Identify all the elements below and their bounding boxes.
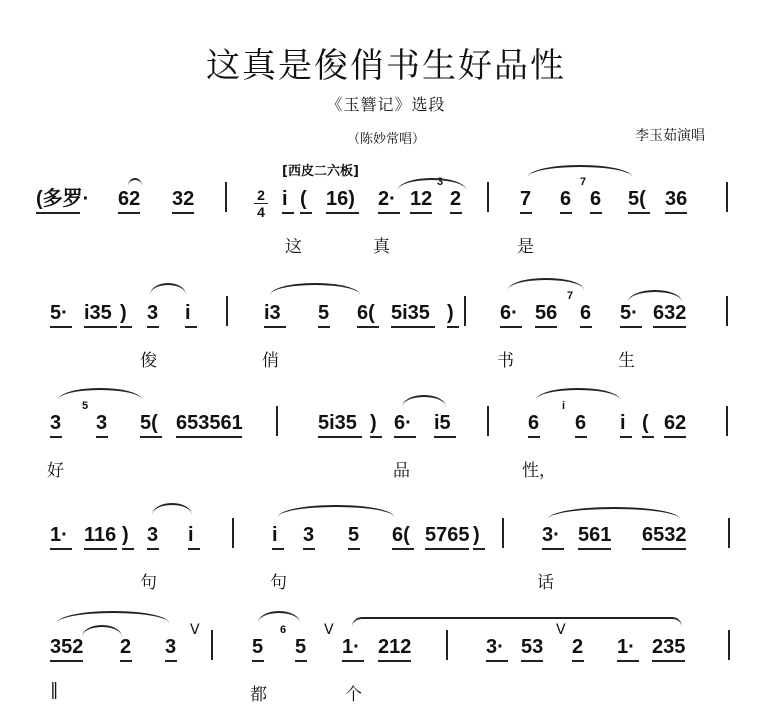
- note-group: 36: [665, 188, 688, 210]
- performer-credit: 李玉茹演唱: [635, 128, 705, 144]
- duration-underline: [590, 212, 602, 214]
- barline: [232, 518, 234, 548]
- note-group: ): [120, 302, 127, 324]
- note-group: 53: [521, 636, 544, 658]
- note-group: (: [642, 412, 649, 434]
- note-group: i: [185, 302, 191, 324]
- slur: [548, 507, 680, 519]
- note-group: 32: [172, 188, 195, 210]
- note-group: 6: [528, 412, 540, 434]
- note-group: 632: [653, 302, 687, 324]
- barline: [728, 518, 730, 548]
- note-group: 212: [378, 636, 412, 658]
- note-group: 2: [572, 636, 584, 658]
- note-group: 6(: [392, 524, 410, 546]
- barline: [211, 630, 213, 660]
- lyric: 俏: [262, 351, 279, 371]
- note-group: 56: [535, 302, 558, 324]
- duration-underline: [642, 548, 686, 550]
- barline: [726, 182, 728, 212]
- duration-underline: [392, 548, 414, 550]
- note-group: ): [122, 524, 129, 546]
- lyric: 都: [250, 685, 267, 705]
- note-group: 6: [590, 188, 602, 210]
- note-group: i35: [84, 302, 112, 324]
- duration-underline: [394, 436, 416, 438]
- time-signature-bottom: 4: [257, 204, 265, 220]
- note-group: 3·: [486, 636, 504, 658]
- note-group: i: [272, 524, 278, 546]
- duration-underline: [664, 436, 686, 438]
- note-group: i5: [434, 412, 451, 434]
- slur: [528, 165, 632, 177]
- note-group: i: [282, 188, 288, 210]
- duration-underline: [560, 212, 572, 214]
- barline: [276, 406, 278, 436]
- duration-underline: [378, 660, 411, 662]
- duration-underline: [434, 436, 456, 438]
- note-group: (多罗·: [36, 188, 90, 210]
- duration-underline: [326, 212, 359, 214]
- duration-underline: [535, 326, 557, 328]
- note-group: 5: [295, 636, 307, 658]
- duration-underline: [425, 548, 469, 550]
- duration-underline: [642, 436, 654, 438]
- note-group: 3: [147, 302, 159, 324]
- duration-underline: [520, 212, 532, 214]
- note-group: 3: [165, 636, 177, 658]
- note-group: 653561: [176, 412, 243, 434]
- lyric: 书: [497, 351, 514, 371]
- breath-mark-icon: V: [190, 622, 200, 638]
- time-signature-top: 2: [257, 187, 265, 203]
- lyric: 品: [393, 461, 410, 481]
- duration-underline: [50, 548, 72, 550]
- barline: [487, 182, 489, 212]
- duration-underline: [652, 660, 685, 662]
- duration-underline: [572, 660, 584, 662]
- lyric: 真: [373, 237, 390, 257]
- duration-underline: [295, 660, 307, 662]
- barline: [726, 296, 728, 326]
- grace-note: i: [562, 400, 566, 412]
- duration-underline: [176, 436, 242, 438]
- note-group: 1·: [617, 636, 635, 658]
- barline: [464, 296, 466, 326]
- note-group: 6: [575, 412, 587, 434]
- duration-underline: [521, 660, 543, 662]
- note-group: 3: [147, 524, 159, 546]
- note-group: 6(: [357, 302, 375, 324]
- grace-note: 6: [280, 624, 287, 636]
- slur: [278, 505, 394, 517]
- duration-underline: [185, 326, 197, 328]
- note-group: i: [188, 524, 194, 546]
- grace-note: 3: [437, 176, 444, 188]
- note-group: i: [620, 412, 626, 434]
- lyric: ‖: [50, 680, 59, 700]
- note-group: 116: [84, 524, 117, 546]
- note-group: 12: [410, 188, 433, 210]
- note-group: 5765: [425, 524, 470, 546]
- note-group: 2: [120, 636, 132, 658]
- duration-underline: [84, 326, 117, 328]
- original-singer: （陈妙常唱）: [346, 132, 425, 147]
- barline: [226, 296, 228, 326]
- duration-underline: [122, 548, 134, 550]
- lyric: 是: [517, 237, 534, 257]
- note-group: i3: [264, 302, 281, 324]
- note-group: 6: [560, 188, 572, 210]
- duration-underline: [172, 212, 194, 214]
- barline: [726, 406, 728, 436]
- duration-underline: [665, 212, 687, 214]
- slur: [398, 178, 466, 190]
- barline: [487, 406, 489, 436]
- duration-underline: [450, 212, 462, 214]
- note-group: 6·: [394, 412, 412, 434]
- slur: [258, 611, 300, 623]
- note-group: ): [447, 302, 454, 324]
- slur: [270, 283, 360, 295]
- duration-underline: [318, 436, 362, 438]
- note-group: 3: [50, 412, 62, 434]
- slur: [57, 611, 169, 623]
- duration-underline: [282, 212, 294, 214]
- duration-underline: [447, 326, 459, 328]
- note-group: 6532: [642, 524, 687, 546]
- note-group: 235: [652, 636, 686, 658]
- slur: [628, 290, 682, 302]
- note-group: 3: [303, 524, 315, 546]
- barline: [502, 518, 504, 548]
- duration-underline: [348, 548, 360, 550]
- duration-underline: [272, 548, 284, 550]
- grace-note: 7: [580, 176, 587, 188]
- duration-underline: [252, 660, 264, 662]
- duration-underline: [370, 436, 382, 438]
- lyric: 性，: [522, 461, 556, 481]
- duration-underline: [50, 436, 62, 438]
- page-title: 这真是俊俏书生好品性: [206, 46, 566, 86]
- note-group: 6·: [500, 302, 518, 324]
- slur: [352, 617, 682, 627]
- slur: [150, 283, 186, 295]
- lyric: 个: [345, 685, 362, 705]
- duration-underline: [500, 326, 522, 328]
- duration-underline: [410, 212, 432, 214]
- note-group: 5i35: [318, 412, 357, 434]
- duration-underline: [318, 326, 330, 328]
- note-group: 5: [318, 302, 330, 324]
- subtitle: 《玉簪记》选段: [326, 95, 446, 114]
- note-group: 1·: [342, 636, 360, 658]
- duration-underline: [188, 548, 200, 550]
- lyric: 俊: [140, 351, 157, 371]
- barline: [225, 182, 227, 212]
- note-group: (: [300, 188, 307, 210]
- duration-underline: [528, 436, 540, 438]
- duration-underline: [578, 548, 611, 550]
- note-group: 2: [450, 188, 462, 210]
- duration-underline: [628, 212, 650, 214]
- note-group: 561: [578, 524, 612, 546]
- fermata-icon: [128, 178, 142, 186]
- duration-underline: [357, 326, 379, 328]
- note-group: 62: [664, 412, 687, 434]
- slur: [508, 278, 584, 290]
- duration-underline: [50, 660, 83, 662]
- duration-underline: [165, 660, 177, 662]
- note-group: 7: [520, 188, 532, 210]
- note-group: 1·: [50, 524, 68, 546]
- slur: [402, 395, 446, 407]
- time-signature: [254, 188, 268, 219]
- grace-note: 5: [82, 400, 89, 412]
- duration-underline: [620, 436, 632, 438]
- lyric: 好: [47, 461, 64, 481]
- lyric: 这: [285, 237, 302, 257]
- note-group: 3: [96, 412, 108, 434]
- note-group: 5(: [628, 188, 646, 210]
- slur: [82, 625, 122, 637]
- slur: [58, 388, 142, 400]
- barline: [728, 630, 730, 660]
- duration-underline: [653, 326, 686, 328]
- duration-underline: [486, 660, 508, 662]
- note-group: 5: [252, 636, 264, 658]
- duration-underline: [580, 326, 592, 328]
- lyric: 话: [537, 573, 554, 593]
- duration-underline: [620, 326, 642, 328]
- duration-underline: [391, 326, 435, 328]
- duration-underline: [147, 326, 159, 328]
- duration-underline: [36, 212, 80, 214]
- duration-underline: [542, 548, 564, 550]
- duration-underline: [50, 326, 72, 328]
- note-group: 5·: [620, 302, 638, 324]
- duration-underline: [575, 436, 587, 438]
- note-group: 16): [326, 188, 355, 210]
- lyric: 生: [618, 351, 635, 371]
- lyric: 句: [140, 573, 157, 593]
- duration-underline: [617, 660, 639, 662]
- duration-underline: [300, 212, 312, 214]
- duration-underline: [96, 436, 108, 438]
- breath-mark-icon: V: [324, 622, 334, 638]
- lyric: 句: [270, 573, 287, 593]
- note-group: 5: [348, 524, 360, 546]
- duration-underline: [303, 548, 315, 550]
- grace-note: 7: [567, 290, 574, 302]
- note-group: 352: [50, 636, 84, 658]
- duration-underline: [378, 212, 400, 214]
- note-group: 2·: [378, 188, 396, 210]
- duration-underline: [473, 548, 485, 550]
- note-group: ): [473, 524, 480, 546]
- duration-underline: [120, 326, 132, 328]
- breath-mark-icon: V: [556, 622, 566, 638]
- slur: [536, 388, 620, 400]
- duration-underline: [264, 326, 286, 328]
- slur: [152, 503, 192, 515]
- duration-underline: [147, 548, 159, 550]
- duration-underline: [84, 548, 117, 550]
- note-group: 3·: [542, 524, 560, 546]
- banqiang-label: [西皮二六板]: [282, 164, 359, 179]
- barline: [446, 630, 448, 660]
- note-group: 5·: [50, 302, 68, 324]
- duration-underline: [140, 436, 162, 438]
- note-group: 5(: [140, 412, 158, 434]
- duration-underline: [342, 660, 364, 662]
- duration-underline: [118, 212, 140, 214]
- note-group: ): [370, 412, 377, 434]
- note-group: 5i35: [391, 302, 430, 324]
- duration-underline: [120, 660, 132, 662]
- note-group: 6: [580, 302, 592, 324]
- note-group: 62: [118, 188, 141, 210]
